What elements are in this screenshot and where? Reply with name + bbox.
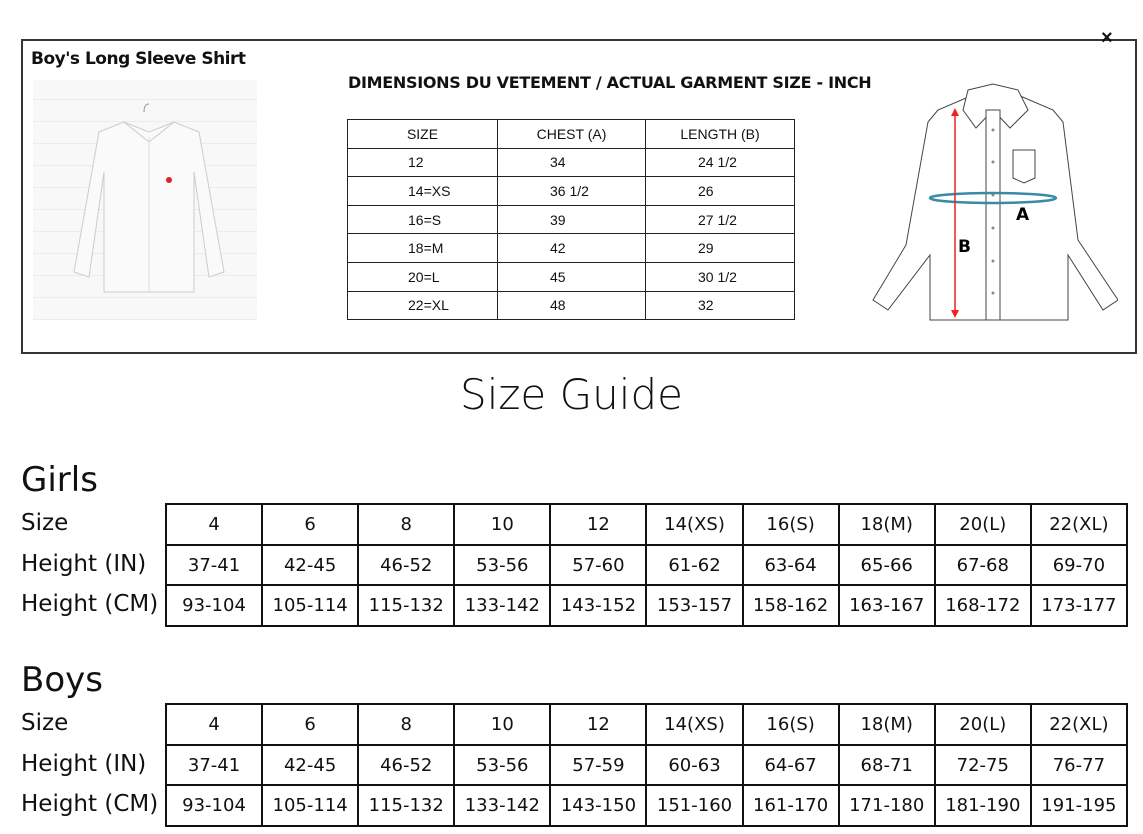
row-label: Height (IN) [21, 550, 147, 577]
table-cell: 60-63 [646, 745, 742, 786]
header-cell: CHEST (A) [498, 120, 646, 149]
table-cell: 39 [498, 205, 646, 234]
table-cell: 69-70 [1031, 545, 1127, 586]
label-b: B [958, 237, 971, 257]
table-cell: 18(M) [839, 704, 935, 745]
table-cell: 105-114 [262, 785, 358, 826]
table-cell: 6 [262, 504, 358, 545]
table-cell: 158-162 [743, 585, 839, 626]
table-cell: 168-172 [935, 585, 1031, 626]
table-cell: 46-52 [358, 745, 454, 786]
table-cell: 65-66 [839, 545, 935, 586]
table-cell: 42-45 [262, 745, 358, 786]
shirt-measurement-diagram [868, 80, 1118, 325]
table-cell: 26 [646, 177, 795, 206]
table-cell: 14(XS) [646, 704, 742, 745]
table-cell: 37-41 [166, 545, 262, 586]
table-cell: 29 [646, 234, 795, 263]
table-cell: 115-132 [358, 785, 454, 826]
table-cell: 133-142 [454, 785, 550, 826]
table-cell: 12 [348, 148, 498, 177]
table-cell: 181-190 [935, 785, 1031, 826]
table-cell: 53-56 [454, 545, 550, 586]
table-cell: 18(M) [839, 504, 935, 545]
table-cell: 32 [646, 291, 795, 320]
table-cell: 42 [498, 234, 646, 263]
table-cell: 18=M [348, 234, 498, 263]
table-cell: 45 [498, 262, 646, 291]
table-cell: 153-157 [646, 585, 742, 626]
table-row [348, 234, 795, 263]
header-cell: SIZE [348, 120, 498, 149]
table-cell: 171-180 [839, 785, 935, 826]
table-row [348, 177, 795, 206]
table-cell: 20=L [348, 262, 498, 291]
size-table-girls [165, 503, 1128, 627]
table-cell: 143-150 [550, 785, 646, 826]
table-cell: 42-45 [262, 545, 358, 586]
table-cell: 36 1/2 [498, 177, 646, 206]
row-label: Height (CM) [21, 591, 159, 618]
table-cell: 163-167 [839, 585, 935, 626]
table-cell: 16(S) [743, 504, 839, 545]
table-header-row [348, 120, 795, 149]
table-cell: 12 [550, 704, 646, 745]
table-cell: 105-114 [262, 585, 358, 626]
table-cell: 10 [454, 504, 550, 545]
table-cell: 14=XS [348, 177, 498, 206]
size-table-boys [165, 703, 1128, 827]
table-cell: 93-104 [166, 585, 262, 626]
table-cell: 67-68 [935, 545, 1031, 586]
header-cell: LENGTH (B) [646, 120, 795, 149]
table-row [166, 585, 1127, 626]
table-cell: 6 [262, 704, 358, 745]
table-cell: 16(S) [743, 704, 839, 745]
table-row [348, 262, 795, 291]
table-cell: 161-170 [743, 785, 839, 826]
table-cell: 22(XL) [1031, 704, 1127, 745]
table-cell: 143-152 [550, 585, 646, 626]
row-label: Size [21, 510, 69, 536]
table-cell: 12 [550, 504, 646, 545]
table-cell: 64-67 [743, 745, 839, 786]
table-cell: 191-195 [1031, 785, 1127, 826]
table-row [166, 745, 1127, 786]
label-a: A [1016, 205, 1030, 225]
table-cell: 8 [358, 504, 454, 545]
table-cell: 115-132 [358, 585, 454, 626]
table-cell: 34 [498, 148, 646, 177]
table-cell: 37-41 [166, 745, 262, 786]
table-cell: 20(L) [935, 704, 1031, 745]
table-cell: 27 1/2 [646, 205, 795, 234]
garment-size-table [347, 119, 795, 320]
table-cell: 57-60 [550, 545, 646, 586]
table-row [166, 704, 1127, 745]
table-row [166, 545, 1127, 586]
table-cell: 8 [358, 704, 454, 745]
table-cell: 4 [166, 704, 262, 745]
table-row [348, 205, 795, 234]
table-cell: 4 [166, 504, 262, 545]
table-cell: 53-56 [454, 745, 550, 786]
table-cell: 22(XL) [1031, 504, 1127, 545]
table-cell: 24 1/2 [646, 148, 795, 177]
table-cell: 173-177 [1031, 585, 1127, 626]
table-cell: 30 1/2 [646, 262, 795, 291]
shirt-photo-icon [69, 102, 229, 302]
row-label: Size [21, 710, 69, 736]
table-cell: 22=XL [348, 291, 498, 320]
table-cell: 63-64 [743, 545, 839, 586]
garment-size-heading: DIMENSIONS DU VETEMENT / ACTUAL GARMENT SIZE - INCH [348, 73, 872, 92]
row-label: Height (CM) [21, 791, 159, 818]
table-cell: 20(L) [935, 504, 1031, 545]
size-guide-title: Size Guide [460, 370, 683, 419]
table-cell: 10 [454, 704, 550, 745]
section-title-girls: Girls [21, 460, 98, 500]
product-title: Boy's Long Sleeve Shirt [31, 49, 246, 69]
section-title-boys: Boys [21, 660, 103, 700]
row-label: Height (IN) [21, 750, 147, 777]
table-cell: 46-52 [358, 545, 454, 586]
table-cell: 48 [498, 291, 646, 320]
table-row [166, 785, 1127, 826]
product-photo [33, 80, 257, 320]
table-cell: 16=S [348, 205, 498, 234]
table-cell: 68-71 [839, 745, 935, 786]
table-cell: 133-142 [454, 585, 550, 626]
table-cell: 72-75 [935, 745, 1031, 786]
table-cell: 57-59 [550, 745, 646, 786]
table-cell: 93-104 [166, 785, 262, 826]
table-cell: 151-160 [646, 785, 742, 826]
table-cell: 61-62 [646, 545, 742, 586]
close-icon[interactable]: × [1101, 27, 1113, 49]
table-row [166, 504, 1127, 545]
table-cell: 76-77 [1031, 745, 1127, 786]
table-row [348, 148, 795, 177]
table-row [348, 291, 795, 320]
table-cell: 14(XS) [646, 504, 742, 545]
